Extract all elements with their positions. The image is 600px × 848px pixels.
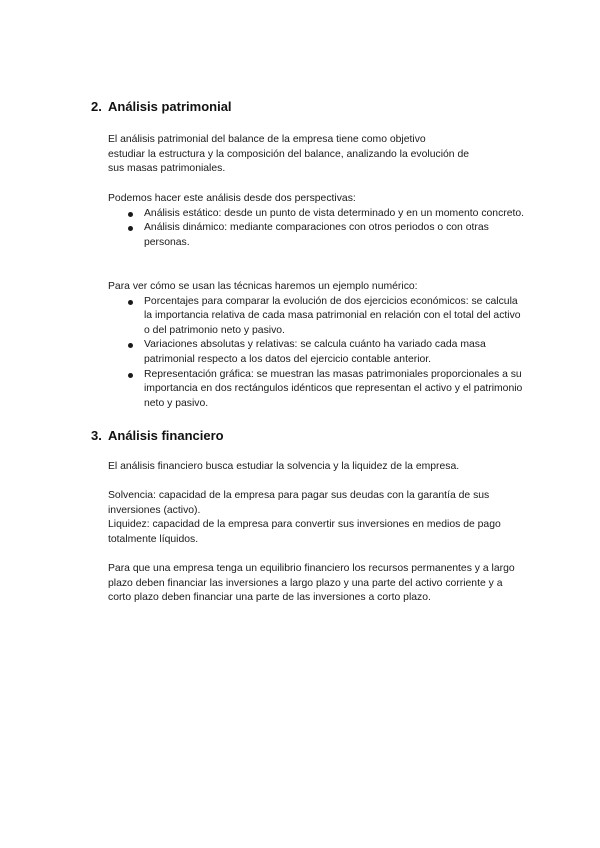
equilibrio-text: Para que una empresa tenga un equilibrio financiero los recursos permanentes y a largo plazo deben financiar las inversiones a largo plazo y una parte del activo corriente y a corto plazo deben financiar una parte de las inversiones a corto plazo. (108, 563, 515, 604)
list-item (108, 221, 528, 250)
section-2-heading (91, 99, 232, 114)
list-item-text: Análisis estático: desde un punto de vista determinado y en un momento concreto. (144, 207, 525, 219)
bullet-icon (128, 373, 133, 378)
bullet-icon (128, 343, 133, 348)
section-3-intro-text: El análisis financiero busca estudiar la solvencia y la liquidez de la empresa. (108, 461, 460, 472)
bullet-icon (128, 212, 133, 217)
solvencia-definition: Solvencia: capacidad de la empresa para pagar sus deudas con la garantía de sus inversiones (activo). (108, 490, 490, 516)
list-item (108, 368, 528, 412)
section-3-intro (108, 460, 528, 475)
equilibrio-block (108, 562, 528, 606)
intro-line-2: estudiar la estructura y la composición del balance, analizando la evolución de (108, 148, 470, 160)
section-2-intro (108, 133, 528, 177)
section-3-heading (91, 428, 224, 443)
list-item-text: Porcentajes para comparar la evolución de dos ejercicios económicos: se calcula la importancia relativa de cada masa patrimonial en relación con el total del activo o del patrimonio neto y pasivo. (144, 295, 521, 336)
list-item (108, 207, 528, 222)
section-2-number: 2. (91, 99, 102, 114)
bullet-icon (128, 226, 133, 231)
intro-line-3: sus masas patrimoniales. (108, 163, 226, 175)
techniques-list (108, 295, 528, 412)
section-2-title: Análisis patrimonial (108, 99, 232, 114)
definitions-block (108, 489, 528, 547)
techniques-lead: Para ver cómo se usan las técnicas haremos un ejemplo numérico: (108, 281, 418, 292)
perspectives-list (108, 207, 528, 251)
liquidez-definition: Liquidez: capacidad de la empresa para convertir sus inversiones en medios de pago totalmente líquidos. (108, 519, 501, 545)
list-item-text: Análisis dinámico: mediante comparaciones con otros periodos o con otras personas. (144, 222, 489, 248)
section-3-number: 3. (91, 428, 102, 443)
perspectives-block (108, 192, 528, 250)
intro-line-1: El análisis patrimonial del balance de la empresa tiene como objetivo (108, 134, 426, 145)
list-item-text: Variaciones absolutas y relativas: se calcula cuánto ha variado cada masa patrimonial respecto a los datos del ejercicio contable anterior. (144, 339, 486, 365)
list-item-text: Representación gráfica: se muestran las masas patrimoniales proporcionales a su importancia en dos rectángulos idénticos que representan el activo y el patrimonio neto y pasivo. (144, 368, 523, 409)
techniques-block (108, 280, 528, 411)
bullet-icon (128, 300, 133, 305)
list-item (108, 338, 528, 367)
section-3-title: Análisis financiero (108, 428, 224, 443)
list-item (108, 295, 528, 339)
perspectives-lead: Podemos hacer este análisis desde dos perspectivas: (108, 193, 356, 204)
